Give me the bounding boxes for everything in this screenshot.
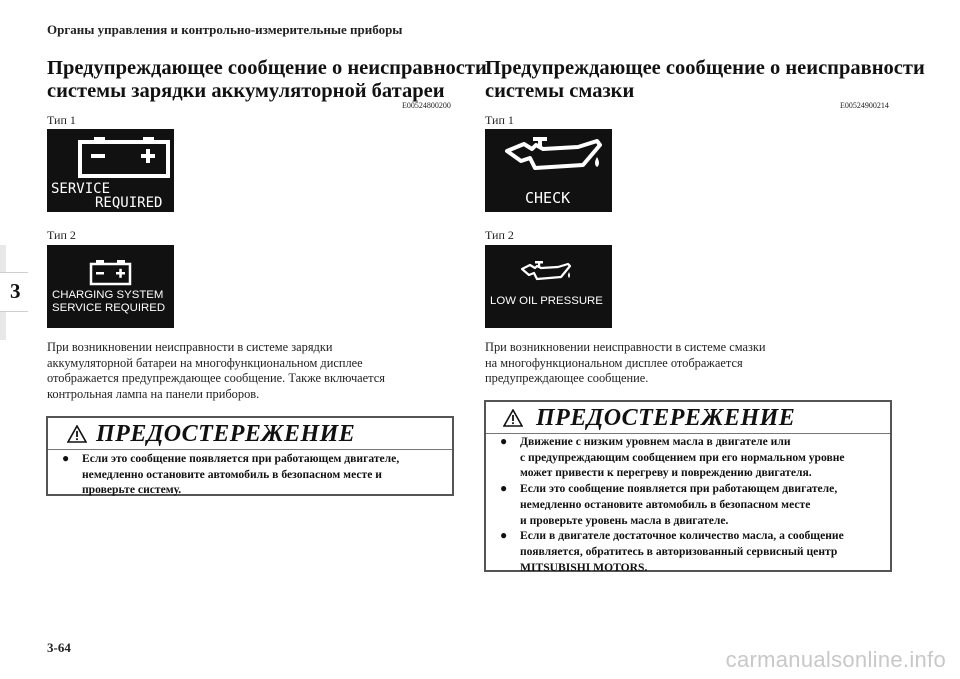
right-body-line: предупреждающее сообщение. xyxy=(485,371,649,386)
oil-display-type2-text: LOW OIL PRESSURE xyxy=(490,295,603,307)
left-heading xyxy=(47,57,487,103)
chapter-tab xyxy=(0,272,28,312)
battery-display-type2-line1: CHARGING SYSTEM xyxy=(52,289,164,301)
warning-line: Если это сообщение появляется при работающем двигателе, xyxy=(520,482,838,496)
battery-display-type1 xyxy=(47,129,174,212)
battery-display-type1-line2: REQUIRED xyxy=(95,195,163,211)
warning-line: немедленно остановите автомобиль в безопасном месте xyxy=(520,497,811,511)
warning-triangle-icon xyxy=(67,425,87,443)
left-type1-label: Тип 1 xyxy=(47,113,76,127)
right-warning-title: ПРЕДОСТЕРЕЖЕНИЕ xyxy=(536,405,796,431)
right-warning-item xyxy=(486,434,890,481)
oil-can-icon xyxy=(485,245,612,328)
left-warning-list xyxy=(48,451,452,498)
warning-line: проверьте систему. xyxy=(82,483,182,497)
warning-line: и проверьте уровень масла в двигателе. xyxy=(520,513,729,527)
oil-display-type1-text: CHECK xyxy=(525,189,571,207)
warning-line: Если в двигателе достаточное количество масла, а сообщение xyxy=(520,529,844,543)
battery-display-type1-line1: SERVICE xyxy=(51,181,111,197)
battery-display-type2-line2: SERVICE REQUIRED xyxy=(52,302,166,314)
battery-display-type2-text xyxy=(52,289,172,315)
running-head: Органы управления и контрольно-измерительные приборы xyxy=(47,22,403,37)
left-body-line: контрольная лампа на панели приборов. xyxy=(47,386,260,401)
warning-line: Движение с низким уровнем масла в двигателе или xyxy=(520,435,791,448)
left-body-line: аккумуляторной батареи на многофункциональном дисплее xyxy=(47,355,363,370)
right-warning-item xyxy=(486,481,890,528)
oil-display-type2 xyxy=(485,245,612,328)
right-body-text xyxy=(485,340,895,387)
left-body-line: отображается предупреждающее сообщение. Также включается xyxy=(47,371,385,386)
right-warning-list xyxy=(486,434,890,575)
right-heading xyxy=(485,57,925,103)
warning-line: немедленно остановите автомобиль в безопасном месте и xyxy=(82,467,382,481)
left-warning-header xyxy=(48,418,452,450)
left-warning-title: ПРЕДОСТЕРЕЖЕНИЕ xyxy=(96,421,356,447)
warning-triangle-icon xyxy=(503,409,523,427)
left-heading-line-1: Предупреждающее сообщение о неисправности xyxy=(47,57,487,79)
warning-line: Если это сообщение появляется при работающем двигателе, xyxy=(82,452,400,465)
right-section-code: E00524900214 xyxy=(840,101,889,110)
left-warning-item xyxy=(48,451,452,498)
right-type1-label: Тип 1 xyxy=(485,113,514,127)
left-body-line: При возникновении неисправности в системе зарядки xyxy=(47,340,333,354)
warning-line: появляется, обратитесь в авторизованный сервисный центр xyxy=(520,544,838,558)
bullet-icon: ● xyxy=(500,481,508,496)
bullet-icon: ● xyxy=(500,434,508,448)
warning-line: с предупреждающим сообщением при его нормальном уровне xyxy=(520,450,845,464)
warning-line: MITSUBISHI MOTORS. xyxy=(520,560,648,574)
left-type2-label: Тип 2 xyxy=(47,228,76,242)
right-warning-box xyxy=(484,400,892,572)
watermark[interactable]: carmanualsonline.info xyxy=(725,647,946,672)
left-body-text xyxy=(47,340,457,402)
bullet-icon: ● xyxy=(500,528,508,543)
right-heading-line-1: Предупреждающее сообщение о неисправности xyxy=(485,57,925,79)
left-heading-line-2: системы зарядки аккумуляторной батареи xyxy=(47,80,445,102)
page-number: 3-64 xyxy=(47,640,71,655)
battery-display-type2 xyxy=(47,245,174,328)
left-section-code: E00524800200 xyxy=(402,101,451,110)
bullet-icon: ● xyxy=(62,451,70,465)
right-warning-item xyxy=(486,528,890,575)
battery-icon xyxy=(47,245,174,328)
right-heading-line-2: системы смазки xyxy=(485,80,635,102)
chapter-number: 3 xyxy=(10,279,21,303)
right-body-line: на многофункциональном дисплее отображается xyxy=(485,355,743,370)
oil-display-type1 xyxy=(485,129,612,212)
right-type2-label: Тип 2 xyxy=(485,228,514,242)
right-body-line: При возникновении неисправности в системе смазки xyxy=(485,340,766,354)
left-warning-box xyxy=(46,416,454,496)
right-warning-header xyxy=(486,402,890,434)
warning-line: может привести к перегреву и повреждению двигателя. xyxy=(520,466,812,480)
